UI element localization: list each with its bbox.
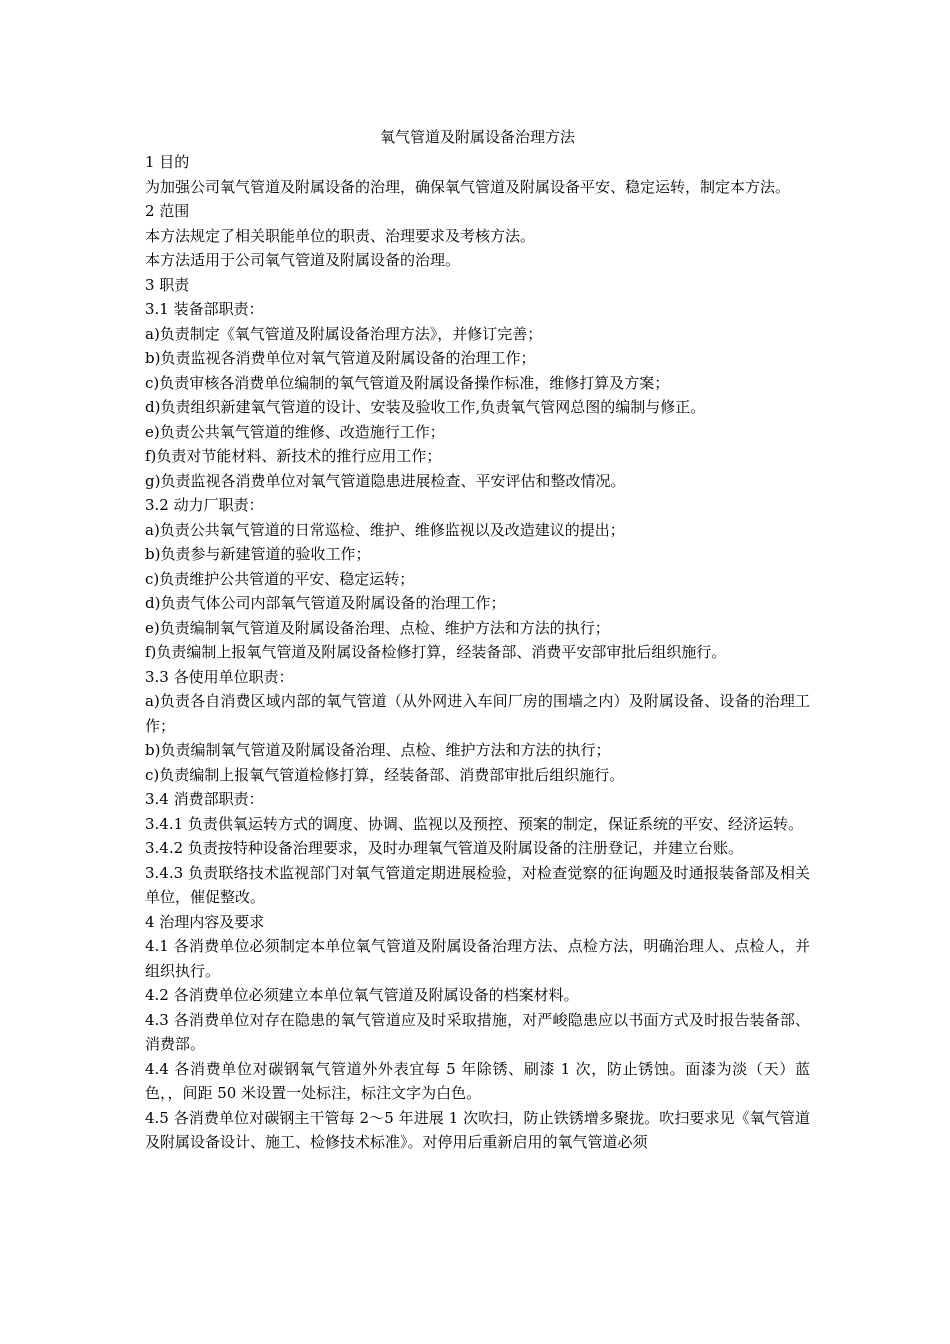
paragraph: b)负责参与新建管道的验收工作；: [145, 545, 371, 563]
paragraph: c)负责审核各消费单位编制的氧气管道及附属设备操作标准，维修打算及方案；: [145, 373, 670, 392]
paragraph: b)负责监视各消费单位对氧气管道及附属设备的治理工作；: [145, 349, 536, 367]
paragraph: 3.4.3 负责联络技术监视部门对氧气管道定期进展检验，对检查觉察的征询题及时通报装备部及相关单位，催促整改。: [145, 863, 810, 906]
paragraph: c)负责编制上报氧气管道检修打算，经装备部、消费部审批后组织施行。: [145, 765, 625, 784]
paragraph: 3.4.2 负责按特种设备治理要求，及时办理氧气管道及附属设备的注册登记，并建立台账。: [145, 839, 743, 857]
paragraph: a)负责制定《氧气管道及附属设备治理方法》，并修订完善；: [145, 324, 543, 343]
paragraph: f)负责对节能材料、新技术的推行应用工作；: [145, 447, 442, 465]
document-body: [145, 150, 810, 1155]
section-heading: 3.4 消费部职责：: [145, 790, 264, 808]
section-heading: 2 范围: [145, 202, 190, 220]
section-heading: 3.1 装备部职责：: [145, 300, 264, 318]
paragraph: g)负责监视各消费单位对氧气管道隐患进展检查、平安评估和整改情况。: [145, 471, 626, 490]
paragraph: 为加强公司氧气管道及附属设备的治理，确保氧气管道及附属设备平安、稳定运转，制定本方法。: [145, 177, 791, 196]
paragraph: d)负责气体公司内部氧气管道及附属设备的治理工作；: [145, 594, 506, 612]
paragraph: 4.5 各消费单位对碳钢主干管每 2～5 年进展 1 次吹扫，防止铁锈增多聚拢。吹扫要求见《氧气管道及附属设备设计、施工、检修技术标准》。对停用后重新启用的氧气管道必须: [145, 1108, 810, 1151]
paragraph: f)负责编制上报氧气管道及附属设备检修打算，经装备部、消费平安部审批后组织施行。: [145, 643, 727, 661]
section-heading: 3.3 各使用单位职责：: [145, 667, 294, 686]
section-heading: 4 治理内容及要求: [145, 912, 265, 931]
paragraph: b)负责编制氧气管道及附属设备治理、点检、维护方法和方法的执行；: [145, 741, 611, 759]
paragraph: 本方法适用于公司氧气管道及附属设备的治理。: [145, 251, 461, 269]
paragraph: 本方法规定了相关职能单位的职责、治理要求及考核方法。: [145, 226, 536, 245]
paragraph: a)负责公共氧气管道的日常巡检、维护、维修监视以及改造建议的提出；: [145, 520, 625, 539]
paragraph: e)负责编制氧气管道及附属设备治理、点检、维护方法和方法的执行；: [145, 618, 610, 637]
section-heading: 1 目的: [145, 153, 190, 171]
paragraph: 4.3 各消费单位对存在隐患的氧气管道应及时采取措施，对严峻隐患应以书面方式及时报告装备部、消费部。: [145, 1010, 810, 1053]
paragraph: e)负责公共氧气管道的维修、改造施行工作；: [145, 422, 445, 441]
paragraph: c)负责维护公共管道的平安、稳定运转；: [145, 569, 415, 588]
document-page: [145, 124, 810, 1155]
paragraph: d)负责组织新建氧气管道的设计、安装及验收工作,负责氧气管网总图的编制与修正。: [145, 398, 706, 416]
section-heading: 3 职责: [145, 275, 190, 294]
section-heading: 3.2 动力厂职责：: [145, 496, 264, 514]
paragraph: a)负责各自消费区域内部的氧气管道（从外网进入车间厂房的围墙之内）及附属设备、设备的治理工作；: [145, 692, 810, 735]
paragraph: 4.1 各消费单位必须制定本单位氧气管道及附属设备治理方法、点检方法，明确治理人、点检人，并组织执行。: [145, 937, 810, 980]
paragraph: 4.2 各消费单位必须建立本单位氧气管道及附属设备的档案材料。: [145, 986, 579, 1004]
paragraph: 4.4 各消费单位对碳钢氧气管道外外表宜每 5 年除锈、刷漆 1 次，防止锈蚀。面漆为淡（天）蓝色，，间距 50 米设置一处标注，标注文字为白色。: [145, 1059, 810, 1102]
paragraph: 3.4.1 负责供氧运转方式的调度、协调、监视以及预控、预案的制定，保证系统的平安、经济运转。: [145, 814, 803, 833]
document-title: 氧气管道及附属设备治理方法: [379, 128, 575, 146]
